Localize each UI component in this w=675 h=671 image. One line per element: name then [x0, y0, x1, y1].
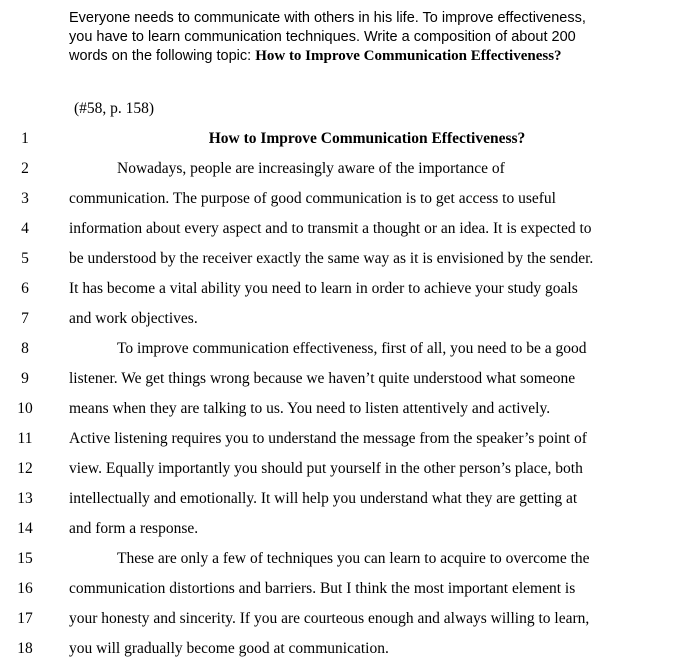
line-text: Active listening requires you to understand the message from the speaker’s point of: [69, 430, 587, 447]
line-number: 17: [17, 610, 33, 627]
line-number: 4: [21, 220, 29, 237]
essay-line: [0, 394, 675, 424]
essay-line: [0, 544, 675, 574]
line-text: intellectually and emotionally. It will help you understand what they are getting at: [69, 490, 578, 507]
line-text: information about every aspect and to transmit a thought or an idea. It is expected to: [69, 220, 592, 237]
line-number: 18: [17, 640, 33, 657]
line-text: your honesty and sincerity. If you are courteous enough and always willing to learn,: [69, 610, 590, 627]
line-text: It has become a vital ability you need to learn in order to achieve your study goals: [69, 280, 578, 297]
line-text: you will gradually become good at communication.: [69, 640, 389, 657]
writing-prompt: [69, 9, 669, 66]
prompt-line-2: you have to learn communication techniques. Write a composition of about 200: [69, 29, 576, 45]
line-text: means when they are talking to us. You need to listen attentively and actively.: [69, 400, 551, 417]
essay-line: [0, 334, 675, 364]
line-text: and work objectives.: [69, 310, 198, 327]
line-text: These are only a few of techniques you can learn to acquire to overcome the: [117, 550, 590, 567]
line-text: and form a response.: [69, 520, 199, 537]
essay-line: [0, 604, 675, 634]
prompt-line-3: [69, 47, 669, 66]
line-text: To improve communication effectiveness, first of all, you need to be a good: [117, 340, 587, 357]
essay-line: [0, 634, 675, 664]
source-reference: (#58, p. 158): [74, 100, 155, 117]
line-number: 6: [21, 280, 29, 297]
line-text: communication distortions and barriers. But I think the most important element is: [69, 580, 576, 597]
essay-line: [0, 364, 675, 394]
essay-line: [0, 184, 675, 214]
line-number: 5: [21, 250, 29, 267]
line-text: view. Equally importantly you should put yourself in the other person’s place, both: [69, 460, 583, 477]
line-text: listener. We get things wrong because we haven’t quite understood what someone: [69, 370, 576, 387]
line-number: 3: [21, 190, 29, 207]
line-number: 2: [21, 160, 29, 177]
line-text: communication. The purpose of good communication is to get access to useful: [69, 190, 556, 207]
line-number: 14: [17, 520, 33, 537]
line-text: be understood by the receiver exactly the same way as it is envisioned by the sender.: [69, 250, 594, 267]
line-number: 13: [17, 490, 33, 507]
line-text: Nowadays, people are increasingly aware of the importance of: [117, 160, 505, 177]
line-number: 12: [17, 460, 33, 477]
essay-line: [0, 514, 675, 544]
essay-line: [0, 154, 675, 184]
essay-line: [0, 244, 675, 274]
essay-line: [0, 214, 675, 244]
line-number: 8: [21, 340, 29, 357]
essay-line: [0, 484, 675, 514]
line-number: 11: [17, 430, 33, 447]
line-number: 9: [21, 370, 29, 387]
prompt-line-1: Everyone needs to communicate with others in his life. To improve effectiveness,: [69, 10, 586, 26]
prompt-topic: How to Improve Communication Effectiveness?: [255, 48, 562, 64]
essay-line: [0, 304, 675, 334]
essay-line: [0, 124, 675, 154]
line-number: 10: [17, 400, 33, 417]
essay-title: How to Improve Communication Effectiveness?: [208, 130, 526, 147]
line-number: 16: [17, 580, 33, 597]
essay-line: [0, 574, 675, 604]
line-number: 7: [21, 310, 29, 327]
prompt-line-3-prefix: words on the following topic:: [69, 48, 256, 64]
line-number: 1: [21, 130, 29, 147]
essay-line: [0, 274, 675, 304]
essay-line: [0, 424, 675, 454]
line-number: 15: [17, 550, 33, 567]
numbered-essay: [0, 124, 675, 664]
essay-line: [0, 454, 675, 484]
